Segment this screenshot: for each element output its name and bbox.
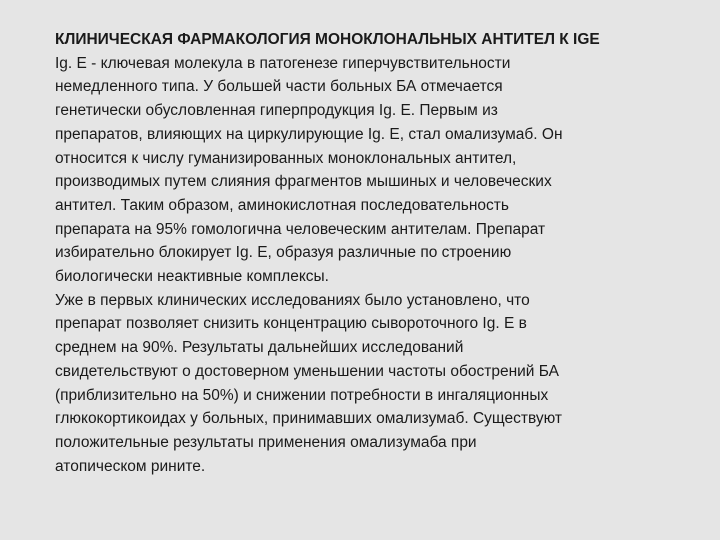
text-line: препарата на 95% гомологична человеческим антителам. Препарат [55,220,546,238]
text-line: свидетельствуют о достоверном уменьшении частоты обострений БА [55,362,559,380]
text-line: Ig. E - ключевая молекула в патогенезе гиперчувствительности [55,54,511,72]
text-line: избирательно блокирует Ig. E, образуя различные по строению [55,244,512,262]
text-line: среднем на 90%. Результаты дальнейших исследований [55,339,464,357]
text-line: глюкокортикоидах у больных, принимавших омализумаб. Существуют [55,410,562,428]
text-line: препаратов, влияющих на циркулирующие Ig. E, стал омализумаб. Он [55,125,563,143]
paragraph-2 [55,289,675,479]
text-line: биологически неактивные комплексы. [55,268,329,286]
text-line: относится к числу гуманизированных моноклональных антител, [55,149,517,167]
text-line: препарат позволяет снизить концентрацию сывороточного Ig. E в [55,315,527,333]
paragraph-1 [55,52,675,289]
text-line: атопическом рините. [55,457,206,475]
text-line: положительные результаты применения омализумаба при [55,433,477,451]
text-line: производимых путем слияния фрагментов мышиных и человеческих [55,173,552,191]
text-line: (приблизительно на 50%) и снижении потребности в ингаляционных [55,386,549,404]
text-line: Уже в первых клинических исследованиях было установлено, что [55,291,530,309]
text-line: генетически обусловленная гиперпродукция Ig. E. Первым из [55,102,498,120]
text-line: немедленного типа. У большей части больных БА отмечается [55,78,503,96]
slide-title: КЛИНИЧЕСКАЯ ФАРМАКОЛОГИЯ МОНОКЛОНАЛЬНЫХ АНТИТЕЛ К IGE [55,31,600,48]
slide-content [55,28,675,478]
text-line: антител. Таким образом, аминокислотная последовательность [55,196,509,214]
